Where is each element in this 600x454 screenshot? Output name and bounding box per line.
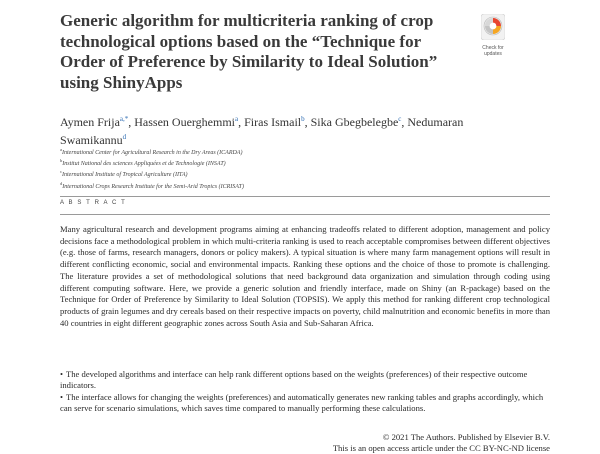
bullet-icon: •: [60, 391, 64, 402]
author-name[interactable]: Firas Ismail: [244, 115, 302, 129]
crossmark-icon: [481, 14, 505, 40]
highlight-text: The interface allows for changing the weights (preferences) and automatically generates new ranking tables and graphs accordingly, which can serve for scenario simulations, which saves time compared to manually performing these calculations.: [60, 391, 544, 413]
check-for-updates-badge[interactable]: [475, 14, 511, 56]
author-affiliation-marks[interactable]: d: [122, 133, 127, 141]
affiliation-mark: d: [60, 180, 63, 186]
abstract-text: Many agricultural research and development programs aiming at enhancing tradeoffs related to different adoption, management and policy decisions face a methodological problem in which multi-criteria ranking is used to reach acceptable compromises between different objectives (e.g. those of farms, research managers, donors or policy makers). A typical situation is where many farm management options will result in different conflicting economic, social and environmental impacts. Ranking these options and the choice of those to promote is challenging. The literature provides a set of methodological solutions that need background data organization and simulation through coding using different computing software. Here, we provide a generic solution and friendly interface, made on Shiny (an R-package) based on the Technique for Order of Preference by Similarity to Ideal Solution (TOPSIS). We apply this method for ranking different crop technological products of grain legumes and dry cereals based on their respective impacts on poverty, child malnutrition and economic benefits in more than 40 countries in eight different geographic zones across South Asia and Sub-Saharan Africa.: [60, 224, 550, 328]
highlight-item: [60, 369, 550, 392]
affiliation-item: [60, 146, 540, 157]
affiliation-text: International Institute of Tropical Agriculture (IITA): [62, 172, 188, 179]
author-name[interactable]: Nedumaran Swamikannu: [60, 115, 464, 147]
author-list: Aymen Frija$^{a,*}$, Hassen Ouerghemmi$^a$, Firas Ismail$^b$, Sika Gbegbelegbe$^c$, Nedumaran Swamikannu$^d$: [60, 115, 464, 147]
author-name[interactable]: Aymen Frija: [60, 115, 120, 129]
article-title: Generic algorithm for multicriteria ranking of crop technological options based on the “Technique for Order of Preference by Similarity to Ideal Solution” using ShinyApps: [60, 11, 438, 92]
section-divider: [60, 214, 550, 215]
author-name[interactable]: Sika Gbegbelegbe: [310, 115, 399, 129]
affiliation-mark: c: [60, 169, 62, 175]
author-affiliation-marks[interactable]: a,*: [119, 115, 129, 123]
author-name[interactable]: Hassen Ouerghemmi: [134, 115, 236, 129]
affiliation-mark: b: [60, 158, 63, 164]
license-notice[interactable]: This is an open access article under the CC BY-NC-ND license: [332, 443, 550, 453]
highlights-list: [60, 369, 550, 414]
author-affiliation-marks[interactable]: c: [398, 115, 402, 123]
abstract-heading: A B S T R A C T: [60, 200, 127, 206]
affiliation-text: Institut National des sciences Appliquées et de Technologie (INSAT): [62, 161, 226, 168]
copyright-notice: © 2021 The Authors. Published by Elsevier B.V.: [382, 432, 550, 442]
affiliation-text: International Center for Agricultural Research in the Dry Areas (ICARDA): [62, 150, 243, 156]
check-for-updates-label: Check for updates: [482, 45, 504, 57]
affiliation-mark: a: [60, 147, 62, 152]
affiliation-list: [60, 146, 540, 191]
highlight-item: [60, 392, 550, 415]
affiliation-item: [60, 180, 540, 191]
highlight-text: The developed algorithms and interface can help rank different options based on the weights (preferences) of their respective outcome indicators.: [60, 369, 528, 391]
affiliation-item: [60, 157, 540, 168]
affiliation-text: International Crops Research Institute for the Semi-Arid Tropics (ICRISAT): [62, 183, 245, 190]
bullet-icon: •: [60, 369, 64, 379]
author-affiliation-marks[interactable]: a: [235, 115, 239, 123]
affiliation-item: [60, 168, 540, 179]
author-affiliation-marks[interactable]: b: [301, 115, 305, 123]
section-divider: [60, 196, 550, 197]
